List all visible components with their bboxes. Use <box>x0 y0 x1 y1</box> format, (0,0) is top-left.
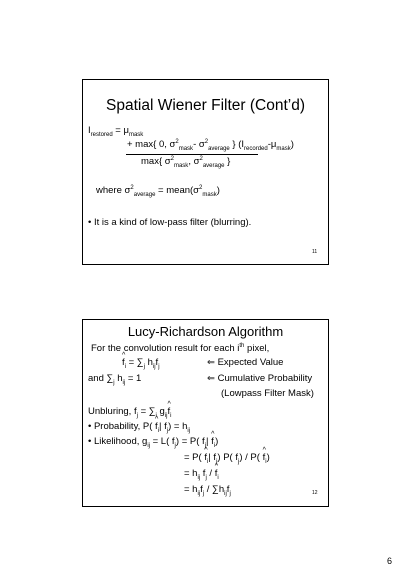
likelihood-bullet: • Likelihood, $g_{ij} = L$( $f_j) = P$( $f_j|$ ^ $f_i$) <box>88 437 218 447</box>
page-number: 6 <box>387 556 393 566</box>
slide-spatial-wiener-filter <box>82 79 329 265</box>
slide-number: 11 <box>312 249 318 255</box>
likelihood-simplified: = $h_{ij}$ $f_j$ / ^ $f_i$ <box>184 469 219 479</box>
lowpass-mask-note: (Lowpass Filter Mask) <box>221 388 314 399</box>
slide-number: 12 <box>312 490 318 496</box>
likelihood-bayes-step: = P( ^ $f_i|$ $f_j$) P( $f_j) / P$( ^ $f_i$) <box>184 453 270 463</box>
intro-line: For the convolution result for each $i^{th}$ pixel, <box>91 342 270 354</box>
expected-value-note: ⇐ Expected Value <box>207 357 284 368</box>
equation-line-denominator: max{ $\sigma^2_{mask}$, $\sigma^2_{average}$ } <box>141 155 231 169</box>
slide-title: Lucy-Richardson Algorithm <box>127 324 284 339</box>
normalization-equation: and $\sum_j$ $h_{ij} = 1$ <box>88 373 142 386</box>
cumulative-probability-note: ⇐ Cumulative Probability <box>207 373 313 384</box>
slide-title: Spatial Wiener Filter (Cont’d) <box>106 97 305 114</box>
probability-bullet: • Probability, P( ^ $f_i|$ $f_j) = h_{ij}$ <box>88 422 190 432</box>
slide-lucy-richardson <box>82 319 329 507</box>
unblurring-equation: Unbluring, $f_j = \sum_i$ $g_{ij}\^{}$ $f_i$ <box>88 407 171 417</box>
equation-line-restored: $I_{restored} = \mu_{mask}$ <box>88 125 144 138</box>
bullet-lowpass: • It is a kind of low-pass filter (blurring). <box>88 217 252 228</box>
likelihood-final: = $h_{ij}f_j / \sum h_{ij}f_j$ <box>184 484 231 497</box>
fraction-bar <box>126 154 258 155</box>
equation-line-numerator: + max{ 0, $\sigma^2_{mask}-$ $\sigma^2_{average}$ } $(I_{recorded}-\mu_{mask})$ <box>127 138 294 152</box>
where-definition: where $\sigma^2_{average}$ = $mean(\sigma^2_{mask})$ <box>96 184 220 198</box>
expected-value-equation: ^ $f_i = \sum_j$ $h_{ij}f_j$ <box>122 358 160 368</box>
